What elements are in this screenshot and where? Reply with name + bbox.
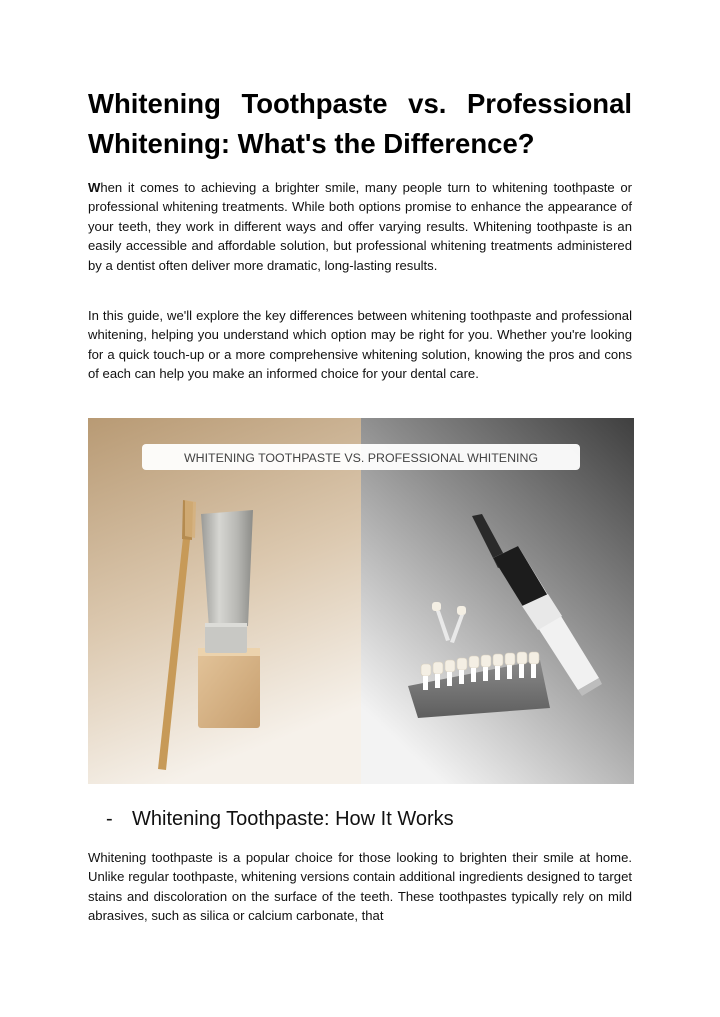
section-marker: - (106, 808, 113, 830)
figure-banner (142, 444, 580, 470)
third-paragraph: Whitening toothpaste is a popular choice for those looking to brighten their smile at home. Unlike regular toothpaste, whitening versions contain additional ingredients designed to target stains and discoloration on the surface of the teeth. These toothpastes typically rely on mild abrasives, such as silica or calcium carbonate, that (88, 850, 632, 924)
right-panel-background (361, 418, 634, 784)
intro-text: hen it comes to achieving a brighter smile, many people turn to whitening toothpaste or professional whitening treatments. While both options promise to enhance the appearance of your teeth, they work in different ways and offer varying results. Whitening toothpaste is an easily accessible and affordable solution, but professional whitening treatments administered by a dentist often deliver more dramatic, long-lasting results. (88, 180, 632, 273)
wood-block (198, 648, 260, 728)
second-paragraph: In this guide, we'll explore the key differences between whitening toothpaste and professional whitening, helping you understand which option may be right for you. Whether you're looking for a quick touch-up or a more comprehensive whitening solution, knowing the pros and cons of each can help you make an informed choice for your dental care. (88, 308, 632, 382)
figure-banner-text: WHITENING TOOTHPASTE VS. PROFESSIONAL WHITENING (183, 451, 539, 465)
section-heading (106, 805, 454, 833)
intro-dropcap: W (88, 180, 101, 195)
section-heading-text: Whitening Toothpaste: How It Works (132, 808, 454, 830)
intro-paragraph (88, 178, 632, 275)
toothpaste-tube (201, 510, 253, 653)
comparison-image (88, 418, 634, 784)
article-title: Whitening Toothpaste vs. Professional Whitening: What's the Difference? (88, 88, 632, 159)
